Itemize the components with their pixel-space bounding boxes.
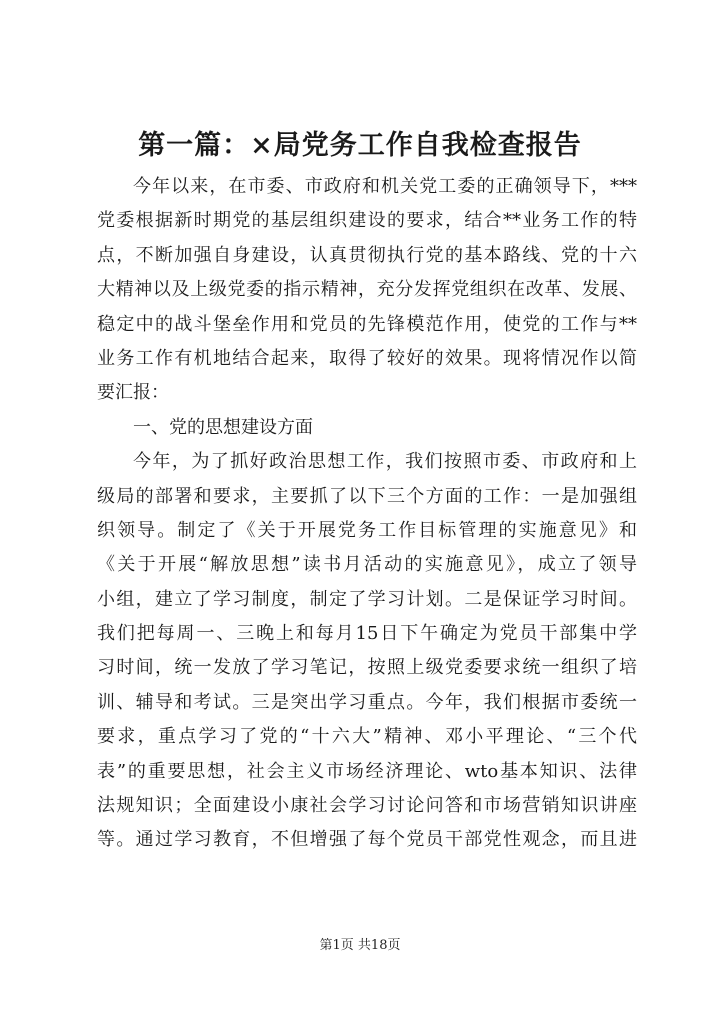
paragraph-line: 要求，重点学习了党的“十六大”精神、邓小平理论、“三个代	[97, 726, 637, 748]
paragraph-line: 大精神以及上级党委的指示精神，充分发挥党组织在改革、发展、	[97, 279, 637, 301]
paragraph-line: 今年以来，在市委、市政府和机关党工委的正确领导下，***	[133, 176, 637, 197]
section-heading: 一、党的思想建设方面	[133, 416, 313, 438]
paragraph-line: 织领导。制定了《关于开展党务工作目标管理的实施意见》和	[97, 519, 637, 541]
paragraph-line: 点，不断加强自身建设，认真贯彻执行党的基本路线、党的十六	[97, 244, 637, 266]
paragraph-line: 级局的部署和要求，主要抓了以下三个方面的工作：一是加强组	[97, 485, 637, 507]
paragraph-line: 稳定中的战斗堡垒作用和党员的先锋模范作用，使党的工作与**	[97, 313, 637, 335]
paragraph-line: 习时间，统一发放了学习笔记，按照上级党委要求统一组织了培	[97, 657, 637, 679]
paragraph-line: 业务工作有机地结合起来，取得了较好的效果。现将情况作以简	[97, 347, 637, 369]
paragraph-line: 我们把每周一、三晚上和每月15日下午确定为党员干部集中学	[97, 623, 637, 645]
paragraph-line: 党委根据新时期党的基层组织建设的要求，结合**业务工作的特	[97, 210, 637, 232]
paragraph-line: 等。通过学习教育，不但增强了每个党员干部党性观念，而且进	[97, 829, 637, 851]
paragraph-line: 法规知识；全面建设小康社会学习讨论问答和市场营销知识讲座	[97, 795, 637, 817]
page-number-footer: 第1页 共18页	[319, 938, 401, 953]
paragraph-line: 训、辅导和考试。三是突出学习重点。今年，我们根据市委统一	[97, 691, 637, 713]
paragraph-line: 要汇报：	[97, 382, 169, 404]
document-title: 第一篇：×局党务工作自我检查报告	[138, 130, 582, 161]
paragraph-line: 小组，建立了学习制度，制定了学习计划。二是保证学习时间。	[97, 588, 637, 610]
paragraph-line: 表”的重要思想，社会主义市场经济理论、wto基本知识、法律	[97, 760, 637, 782]
paragraph-line: 《关于开展“解放思想”读书月活动的实施意见》，成立了领导	[97, 554, 637, 576]
paragraph-line: 今年，为了抓好政治思想工作，我们按照市委、市政府和上	[133, 451, 637, 473]
document-body	[97, 170, 637, 858]
